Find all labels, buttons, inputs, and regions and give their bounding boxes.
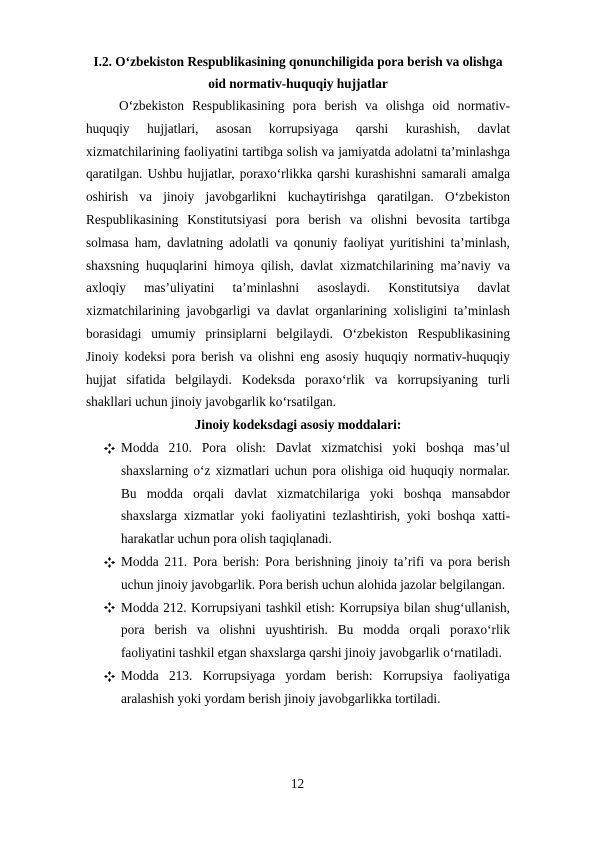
- list-item: [86, 597, 510, 665]
- article-text: Modda 211. Pora berish: Pora berishning jinoiy ta’rifi va pora berish uchun jinoiy javobgarlik. Pora berish uchun alohida jazolar belgilangan.: [121, 553, 510, 592]
- article-text: Modda 212. Korrupsiyani tashkil etish: Korrupsiya bilan shug‘ullanish, pora berish va olishni uyushtirish. Bu modda orqali poraxo‘rlik faoliyatini tashkil etgan shaxslarga qarshi jinoiy javobgarlik o‘rnatiladi.: [121, 599, 510, 661]
- article-text: Modda 213. Korrupsiyaga yordam berish: Korrupsiya faoliyatiga aralashish yoki yordam berish jinoiy javobgarlikka tortiladi.: [121, 667, 510, 706]
- four-diamond-bullet-icon: [103, 597, 115, 620]
- section-heading: I.2. O‘zbekiston Respublikasining qonunchiligida pora berish va olishga oid normativ-huquqiy hujjatlar: [93, 54, 503, 91]
- page-number: 12: [290, 776, 305, 791]
- intro-paragraph: O‘zbekiston Respublikasining pora berish va olishga oid normativ-huquqiy hujjatlari, asosan korrupsiyaga qarshi kurashish, davlat xizmatchilarining faoliyatini tartibga solish va jamiyatda adolatni ta’minlashga qaratilgan. Ushbu hujjatlar, poraxo‘rlikka qarshi kurashishni samarali amalga oshirish va jinoiy javobgarlikni kuchaytirishga qaratilgan. O‘zbekiston Respublikasining Konstitutsiyasi pora berish va olishni bevosita tartibga solmasa ham, davlatning adolatli va qonuniy faoliyat yuritishini ta’minlash, shaxsning huquqlarini himoya qilish, davlat xizmatchilarining ma’naviy va axloqiy mas’uliyatini ta’minlashni asoslaydi. Konstitutsiya davlat xizmatchilarining javobgarligi va davlat organlarining xolisligini ta’minlash borasidagi umumiy prinsiplarni belgilaydi. O‘zbekiston Respublikasining Jinoiy kodeksi pora berish va olishni eng asosiy huquqiy normativ-huquqiy hujjat sifatida belgilaydi. Kodeksda poraxo‘rlik va korrupsiyaning turli shakllari uchun jinoiy javobgarlik ko‘rsatilgan.: [86, 98, 510, 410]
- list-item: [86, 551, 510, 597]
- articles-list: [86, 437, 510, 711]
- four-diamond-bullet-icon: [103, 551, 115, 574]
- list-item: [86, 437, 510, 551]
- article-text: Modda 210. Pora olish: Davlat xizmatchisi yoki boshqa mas’ul shaxslarning o‘z xizmatlari uchun pora olishiga oid huquqiy normalar. Bu modda orqali davlat xizmatchilariga yoki boshqa mansabdor shaxslarga xizmatlar yoki faoliyatini tezlashtirish, yoki boshqa xatti-harakatlar uchun pora olish taqiqlanadi.: [121, 439, 510, 547]
- articles-subheading: Jinoiy kodeksdagi asosiy moddalari:: [194, 417, 402, 433]
- four-diamond-bullet-icon: [103, 437, 115, 460]
- list-item: [86, 665, 510, 711]
- document-page: [86, 51, 510, 711]
- four-diamond-bullet-icon: [103, 665, 115, 688]
